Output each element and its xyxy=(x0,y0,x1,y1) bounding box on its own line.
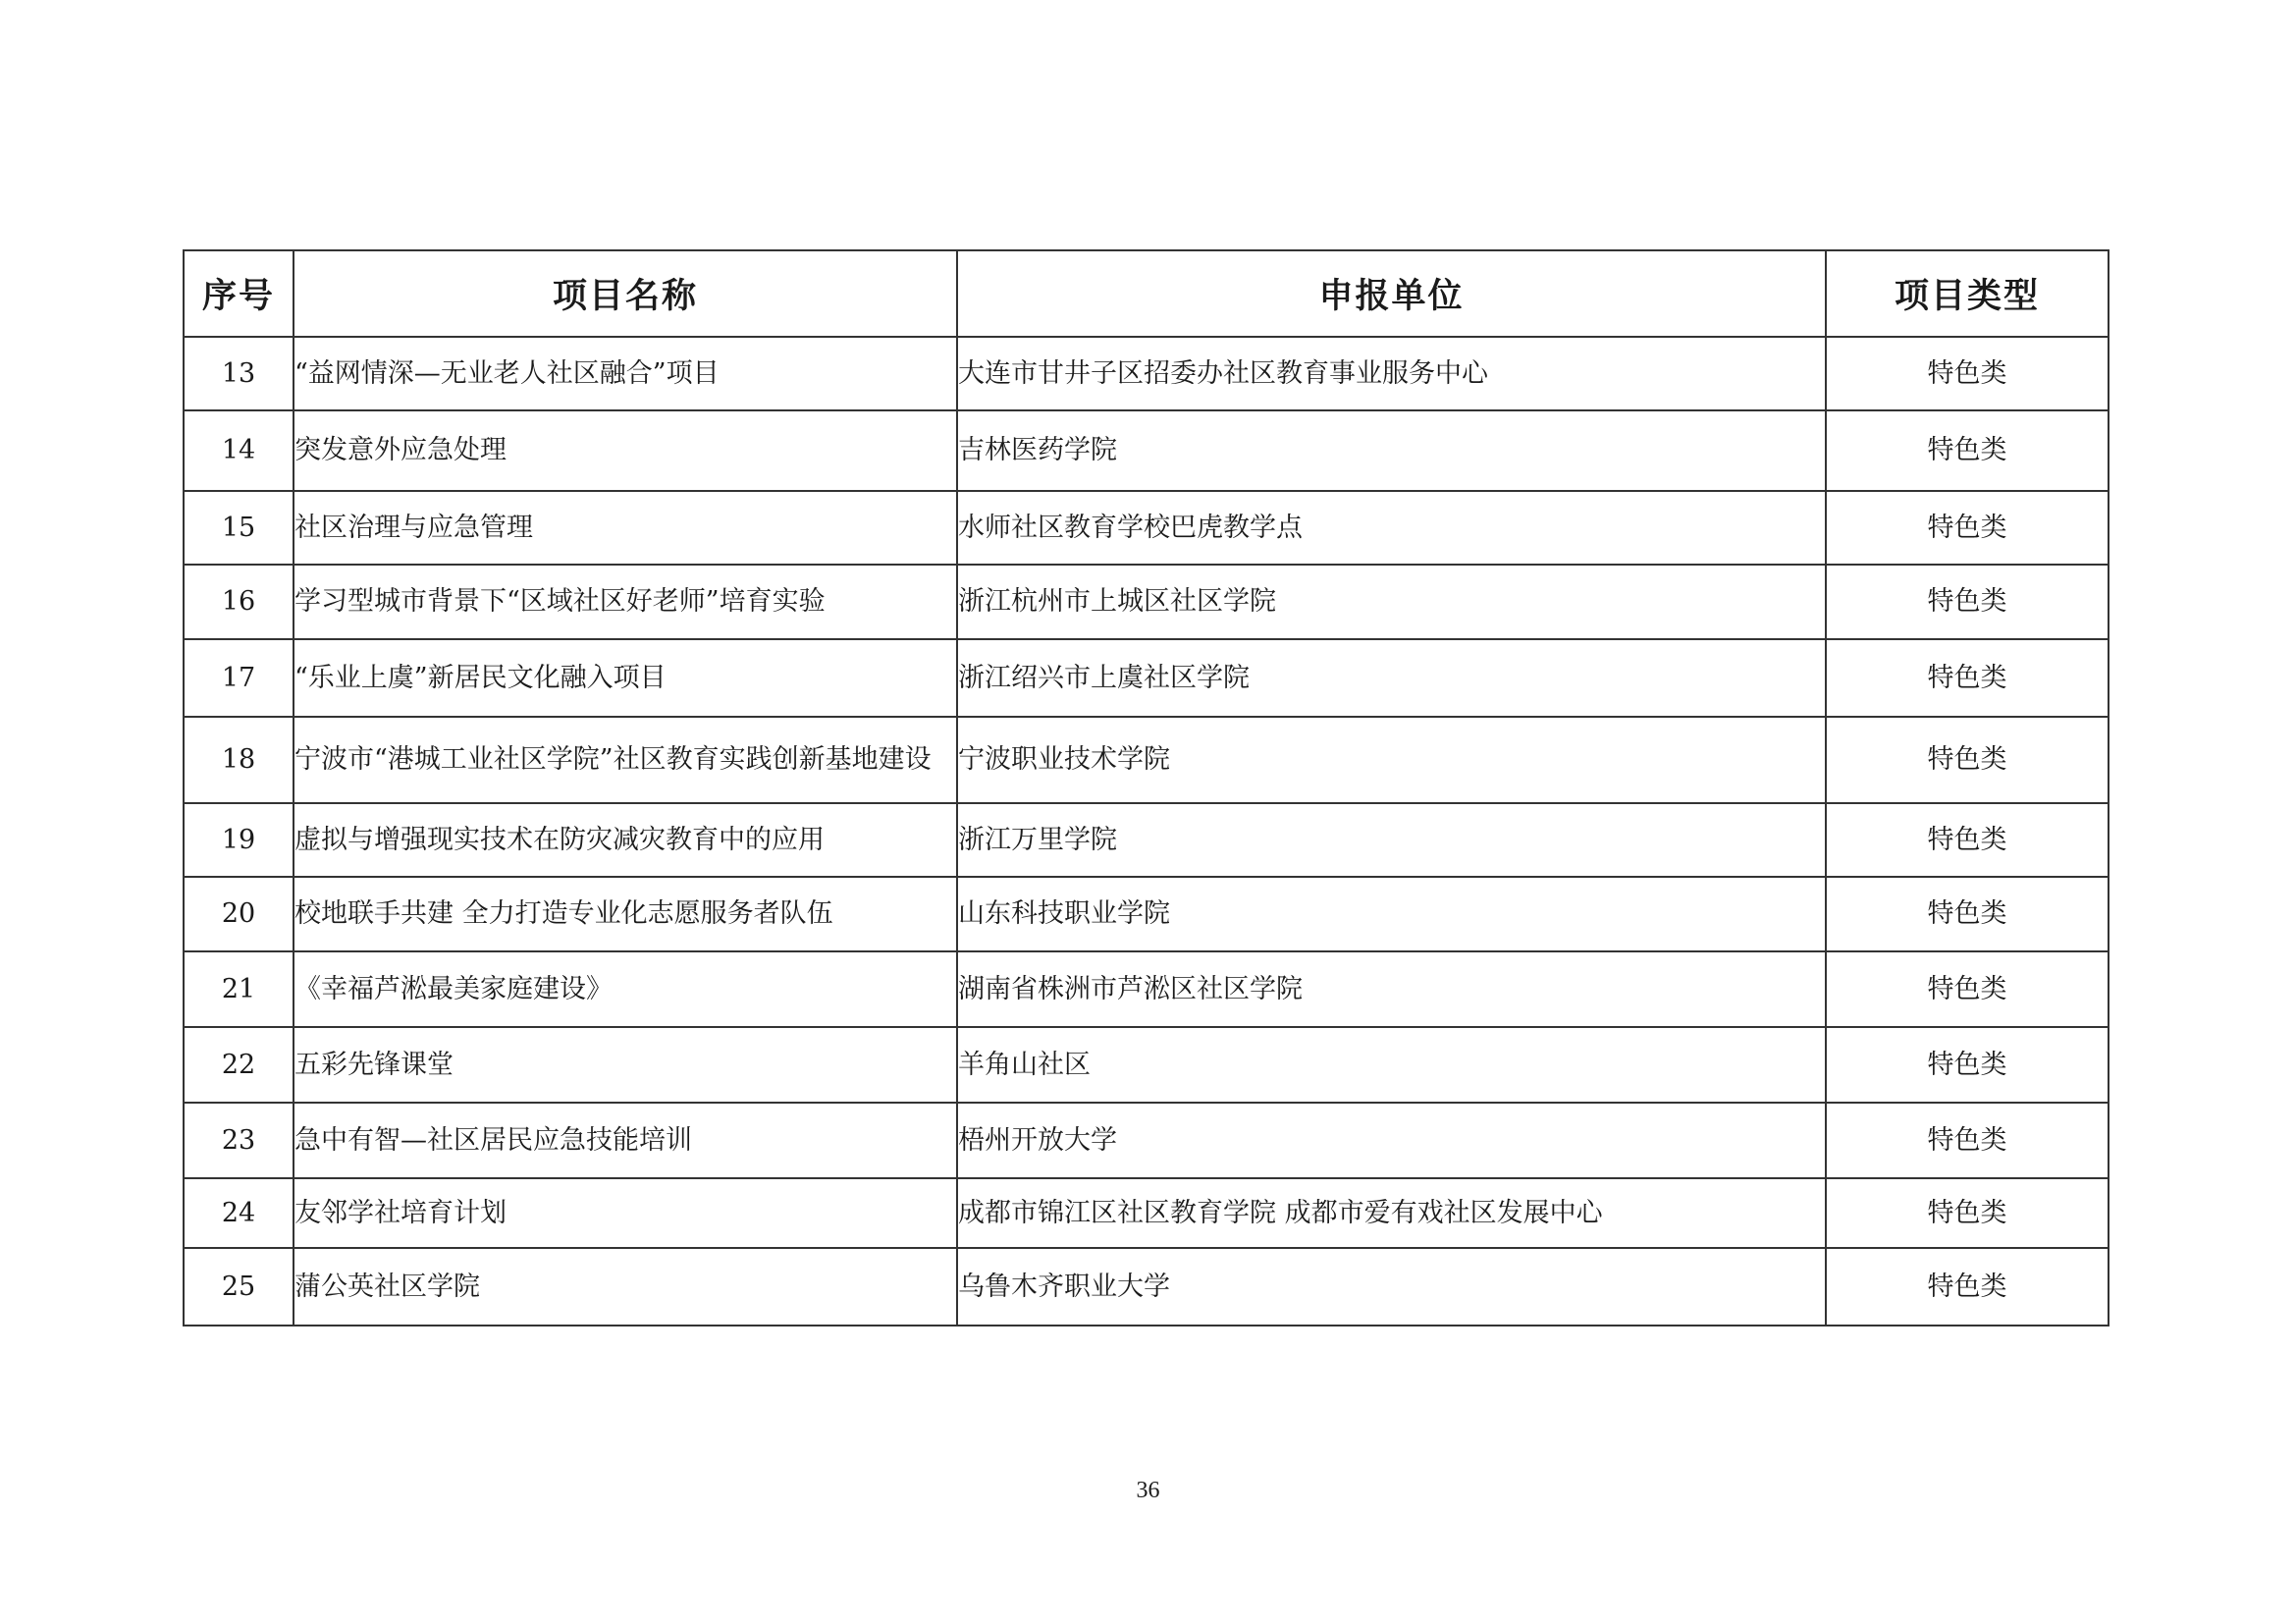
row-applicant-unit: 浙江绍兴市上虞社区学院 xyxy=(957,639,1826,717)
row-project-type: 特色类 xyxy=(1826,877,2109,951)
header-applicant-unit: 申报单位 xyxy=(957,250,1826,337)
row-num: 20 xyxy=(184,877,294,951)
row-project-type: 特色类 xyxy=(1826,639,2109,717)
row-project-name: 友邻学社培育计划 xyxy=(294,1178,957,1248)
row-num: 25 xyxy=(184,1248,294,1326)
table-row xyxy=(184,337,2109,410)
table-header-row xyxy=(184,250,2109,337)
row-num: 23 xyxy=(184,1103,294,1178)
row-applicant-unit: 吉林医药学院 xyxy=(957,410,1826,491)
row-project-type: 特色类 xyxy=(1826,1178,2109,1248)
page-number: 36 xyxy=(1136,1478,1160,1503)
row-project-name: 急中有智—社区居民应急技能培训 xyxy=(294,1103,957,1178)
row-applicant-unit: 湖南省株洲市芦淞区社区学院 xyxy=(957,951,1826,1027)
row-project-type: 特色类 xyxy=(1826,337,2109,410)
table-row xyxy=(184,639,2109,717)
row-num: 19 xyxy=(184,803,294,877)
row-project-type: 特色类 xyxy=(1826,410,2109,491)
row-project-type: 特色类 xyxy=(1826,717,2109,803)
row-num: 21 xyxy=(184,951,294,1027)
row-num: 22 xyxy=(184,1027,294,1103)
table-row xyxy=(184,717,2109,803)
header-project-type: 项目类型 xyxy=(1826,250,2109,337)
table-row xyxy=(184,565,2109,639)
row-num: 14 xyxy=(184,410,294,491)
row-project-type: 特色类 xyxy=(1826,1027,2109,1103)
row-project-type: 特色类 xyxy=(1826,1248,2109,1326)
header-project-name: 项目名称 xyxy=(294,250,957,337)
row-num: 18 xyxy=(184,717,294,803)
row-applicant-unit: 乌鲁木齐职业大学 xyxy=(957,1248,1826,1326)
row-num: 13 xyxy=(184,337,294,410)
row-num: 16 xyxy=(184,565,294,639)
row-applicant-unit: 水师社区教育学校巴虎教学点 xyxy=(957,491,1826,565)
row-num: 15 xyxy=(184,491,294,565)
table-row xyxy=(184,410,2109,491)
row-applicant-unit: 大连市甘井子区招委办社区教育事业服务中心 xyxy=(957,337,1826,410)
row-applicant-unit: 山东科技职业学院 xyxy=(957,877,1826,951)
table-row xyxy=(184,1027,2109,1103)
row-project-name: “益网情深—无业老人社区融合”项目 xyxy=(294,337,957,410)
row-applicant-unit: 梧州开放大学 xyxy=(957,1103,1826,1178)
row-project-type: 特色类 xyxy=(1826,1103,2109,1178)
row-project-type: 特色类 xyxy=(1826,491,2109,565)
row-applicant-unit: 浙江杭州市上城区社区学院 xyxy=(957,565,1826,639)
row-applicant-unit: 羊角山社区 xyxy=(957,1027,1826,1103)
row-project-name: 学习型城市背景下“区域社区好老师”培育实验 xyxy=(294,565,957,639)
table-row xyxy=(184,877,2109,951)
row-applicant-unit: 宁波职业技术学院 xyxy=(957,717,1826,803)
row-applicant-unit: 成都市锦江区社区教育学院 成都市爱有戏社区发展中心 xyxy=(957,1178,1826,1248)
row-project-name: 蒲公英社区学院 xyxy=(294,1248,957,1326)
header-num: 序号 xyxy=(184,250,294,337)
row-project-name: 虚拟与增强现实技术在防灾减灾教育中的应用 xyxy=(294,803,957,877)
row-project-name: 社区治理与应急管理 xyxy=(294,491,957,565)
row-project-name: 五彩先锋课堂 xyxy=(294,1027,957,1103)
row-project-name: “乐业上虞”新居民文化融入项目 xyxy=(294,639,957,717)
table-row xyxy=(184,491,2109,565)
row-applicant-unit: 浙江万里学院 xyxy=(957,803,1826,877)
table-row xyxy=(184,1103,2109,1178)
row-project-type: 特色类 xyxy=(1826,565,2109,639)
row-project-name: 《幸福芦淞最美家庭建设》 xyxy=(294,951,957,1027)
row-project-type: 特色类 xyxy=(1826,951,2109,1027)
table-row xyxy=(184,1178,2109,1248)
row-project-name: 突发意外应急处理 xyxy=(294,410,957,491)
table-row xyxy=(184,803,2109,877)
table-row xyxy=(184,951,2109,1027)
project-table xyxy=(183,249,2109,1326)
row-num: 24 xyxy=(184,1178,294,1248)
row-num: 17 xyxy=(184,639,294,717)
row-project-name: 宁波市“港城工业社区学院”社区教育实践创新基地建设 xyxy=(294,717,957,803)
table-row xyxy=(184,1248,2109,1326)
row-project-type: 特色类 xyxy=(1826,803,2109,877)
row-project-name: 校地联手共建 全力打造专业化志愿服务者队伍 xyxy=(294,877,957,951)
